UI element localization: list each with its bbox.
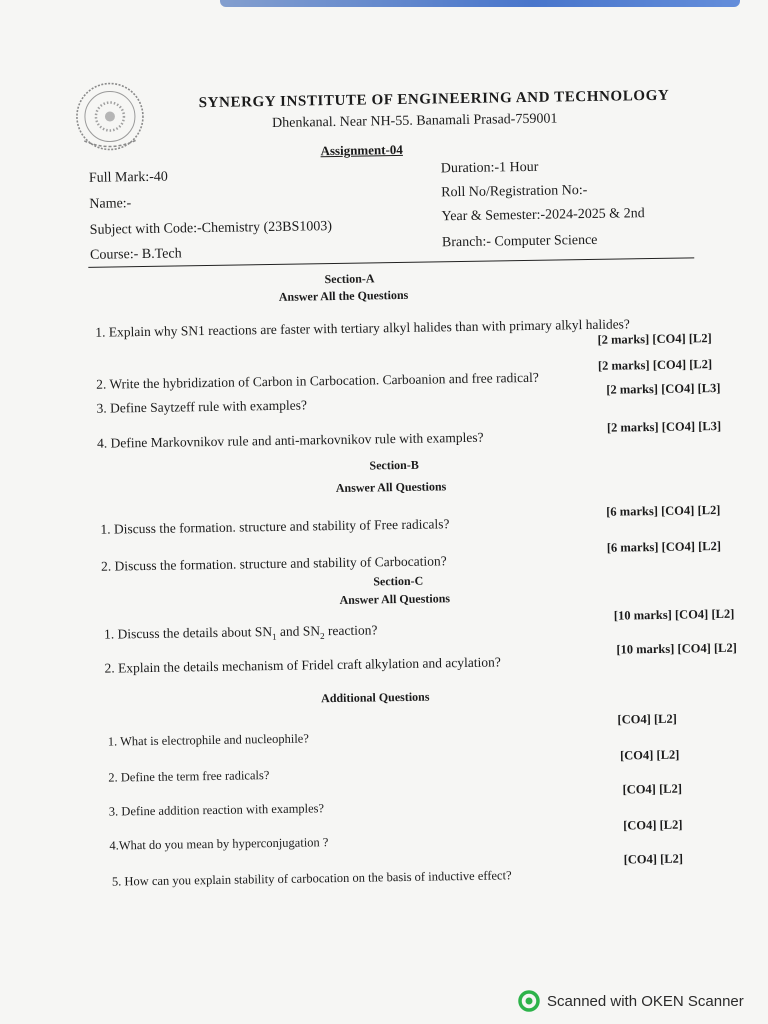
question-marks: [10 marks] [CO4] [L2]	[613, 606, 735, 623]
question-text: 3. Define addition reaction with examples?	[108, 801, 325, 819]
institute-name: SYNERGY INSTITUTE OF ENGINEERING AND TECHNOLOGY	[198, 87, 670, 112]
additional-title: Additional Questions	[320, 689, 430, 706]
duration: Duration:-1 Hour	[440, 159, 539, 177]
section-b-title: Section-B	[369, 457, 419, 473]
question-marks: [CO4] [L2]	[619, 747, 680, 763]
name-field: Name:-	[89, 196, 132, 212]
subscript: 2	[320, 630, 325, 641]
question-text: 1. Explain why SN1 reactions are faster with tertiary alkyl halides than with primary alkyl halides?	[95, 316, 630, 340]
question-text: 4.What do you mean by hyperconjugation ?	[109, 835, 329, 853]
question-marks: [6 marks] [CO4] [L2]	[606, 538, 722, 555]
roll-number-field: Roll No/Registration No:-	[441, 183, 588, 201]
question-text: 5. How can you explain stability of carbocation on the basis of inductive effect?	[111, 868, 512, 889]
scanner-watermark	[518, 990, 744, 1012]
question-marks: [CO4] [L2]	[623, 851, 684, 867]
question-marks: [6 marks] [CO4] [L2]	[606, 502, 721, 519]
question-text: 1. What is electrophile and nucleophile?	[107, 731, 309, 749]
question-text: 2. Define the term free radicals?	[108, 768, 270, 785]
question-marks: [2 marks] [CO4] [L2]	[597, 357, 713, 373]
course: Course:- B.Tech	[90, 246, 182, 263]
question-marks: [2 marks] [CO4] [L3]	[606, 418, 722, 435]
branch: Branch:- Computer Science	[441, 232, 598, 251]
question-text: 3. Define Saytzeff rule with examples?	[96, 397, 308, 416]
question-text: 2. Discuss the formation. structure and stability of Carbocation?	[100, 553, 447, 574]
section-b-instruction: Answer All Questions	[335, 479, 447, 496]
institute-address: Dhenkanal. Near NH-55. Banamali Prasad-759001	[271, 111, 558, 131]
oken-scanner-icon	[518, 990, 540, 1012]
question-marks: [CO4] [L2]	[617, 711, 677, 727]
question-marks: [10 marks] [CO4] [L2]	[616, 640, 737, 657]
question-text: 1. Discuss the formation. structure and stability of Free radicals?	[100, 516, 450, 537]
question-marks: [2 marks] [CO4] [L3]	[606, 380, 721, 397]
full-mark: Full Mark:-40	[88, 169, 168, 186]
institute-seal-icon	[73, 80, 146, 153]
section-a-instruction: Answer All the Questions	[278, 287, 409, 304]
question-text-part: reaction?	[324, 622, 378, 639]
question-marks: [2 marks] [CO4] [L2]	[597, 331, 712, 347]
question-marks: [CO4] [L2]	[623, 817, 683, 833]
question-text: 2. Write the hybridization of Carbon in Carbocation. Carboanion and free radical?	[96, 369, 539, 392]
assignment-title: Assignment-04	[320, 141, 403, 159]
question-text-part: and SN	[276, 623, 321, 639]
question-marks: [CO4] [L2]	[622, 781, 683, 797]
question-text: 4. Define Markovnikov rule and anti-markovnikov rule with examples?	[96, 429, 484, 451]
section-a-title: Section-A	[324, 271, 375, 287]
question-text	[104, 622, 378, 644]
year-semester: Year & Semester:-2024-2025 & 2nd	[441, 206, 645, 225]
section-c-title: Section-C	[373, 573, 424, 589]
subject-code: Subject with Code:-Chemistry (23BS1003)	[89, 219, 333, 238]
subscript: 1	[272, 631, 277, 642]
section-c-instruction: Answer All Questions	[339, 591, 451, 607]
question-text: 2. Explain the details mechanism of Fridel craft alkylation and acylation?	[104, 654, 501, 676]
question-text-part: 1. Discuss the details about SN	[103, 624, 273, 642]
scanner-label: Scanned with OKEN Scanner	[547, 992, 744, 1010]
